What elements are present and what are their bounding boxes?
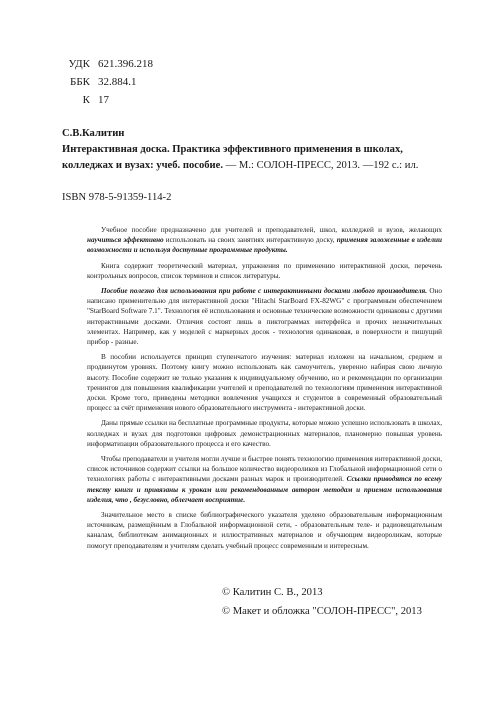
author-mark-label: К xyxy=(82,94,90,106)
bibliographic-description xyxy=(62,126,454,174)
bbk-value: 32.884.1 xyxy=(98,76,137,88)
book-title: Интерактивная доска. Практика эффективного применения в школах, колледжах и вузах: учеб. пособие. xyxy=(62,144,403,171)
classification-codes xyxy=(62,55,153,109)
author-mark-value: 17 xyxy=(98,94,109,106)
copyright-author: © Калитин С. В., 2013 xyxy=(222,587,323,598)
annotation-paragraph: В пособии используется принцип ступенчатого изучения: материал изложен на начальном, среднем и продвинутом уровнях. Поэтому книгу можно использовать как самоучитель, уверенно набирая свою личную высоту. Пособие содержит не только указания к индивидуальному обучению, но и рекомендации по организации тренингов для повышения квалификации учителей и преподавателей по технологиям применения интерактивной доски. Кроме того, приведены методики вовлечения учащихся и студентов в современный образовательный процесс за счёт применения нового образовательного инструмента - интерактивной доски. xyxy=(87,353,442,413)
emphasis: научиться эффективно xyxy=(87,236,164,245)
isbn: ISBN 978-5-91359-114-2 xyxy=(62,192,172,203)
imprint: — М.: СОЛОН-ПРЕСС, 2013. —192 с.: ил. xyxy=(223,160,419,171)
udc-label: УДК xyxy=(68,58,90,70)
text-run: использовать на своих занятиях интерактивную доску, xyxy=(163,236,337,245)
classification-row-author-mark xyxy=(62,91,153,109)
emphasis: применяя заложенные в изделии возможности и используя доступные программные продукты. xyxy=(87,236,442,255)
text-run: Чтобы преподаватели и учителя могли лучше и быстрее понять технологию применения интерактивной доски, список источников содержит ссылки на большое количество видеороликов из Глобальной информационной сети о технологиях работы с интерактивными досками разных марок и производителей. xyxy=(87,455,442,484)
author-name: С.В.Калитин xyxy=(62,128,125,139)
classification-row-bbk xyxy=(62,73,153,91)
annotation-paragraph xyxy=(87,225,442,256)
annotation-paragraph: Книга содержит теоретический материал, упражнения по применению интерактивной доски, перечень контрольных вопросов, список терминов и список литературы. xyxy=(87,261,442,280)
text-run: Учебное пособие предназначено для учителей и преподавателей, школ, колледжей и вузов, желающих xyxy=(101,226,442,234)
annotation-paragraph: Значительное место в списке библиографического указателя уделено образовательным информационным источникам, размещённым в Глобальной информационной сети, - образовательным теле- и радиовещательным каналам, библиотекам анимационных и иллюстративных материалов и обучающим видеороликам, которые помогут преподавателям и учителям сделать учебный процесс современным и интересным. xyxy=(87,511,442,550)
emphasis: Ссылки приводятся по всему тексту книги и привязаны к урокам или рекомендованным автором методам и приемам использования изделия, что , безусловно, облегчает восприятие. xyxy=(87,475,442,504)
annotation xyxy=(87,225,442,556)
emphasis: Пособие полезно для использования при работе с интерактивными досками любого производителя. xyxy=(101,287,428,296)
bbk-label: ББК xyxy=(70,76,90,88)
text-run: Оно написано применительно для интерактивной доски "Hitachi StarBoard FX-82WG" с программным обеспечением "StarBoard Software 7.1". Технология её использования и основные технические возможности одинаковы с другими интерактивными досками. Отличия состоят лишь в пиктограммах интерфейса и прочих незначительных элементах. Например, как у моделей с маркерных досок - технология одинаковая, в поверхности и пишущий прибор - разные. xyxy=(87,287,442,347)
udc-value: 621.396.218 xyxy=(98,58,153,70)
classification-row-udc xyxy=(62,55,153,73)
title-line xyxy=(62,142,454,174)
annotation-paragraph: Даны прямые ссылки на бесплатные программные продукты, которые можно успешно использовать в школах, колледжах и вузах для подготовки цифровых демонстрационных материалов, планомерно повышая уровень информатизации образовательного процесса и его качество. xyxy=(87,419,442,448)
annotation-paragraph xyxy=(87,454,442,505)
copyright-block xyxy=(222,583,422,621)
annotation-paragraph xyxy=(87,286,442,347)
copyright-publisher: © Макет и обложка "СОЛОН-ПРЕСС", 2013 xyxy=(222,606,422,617)
